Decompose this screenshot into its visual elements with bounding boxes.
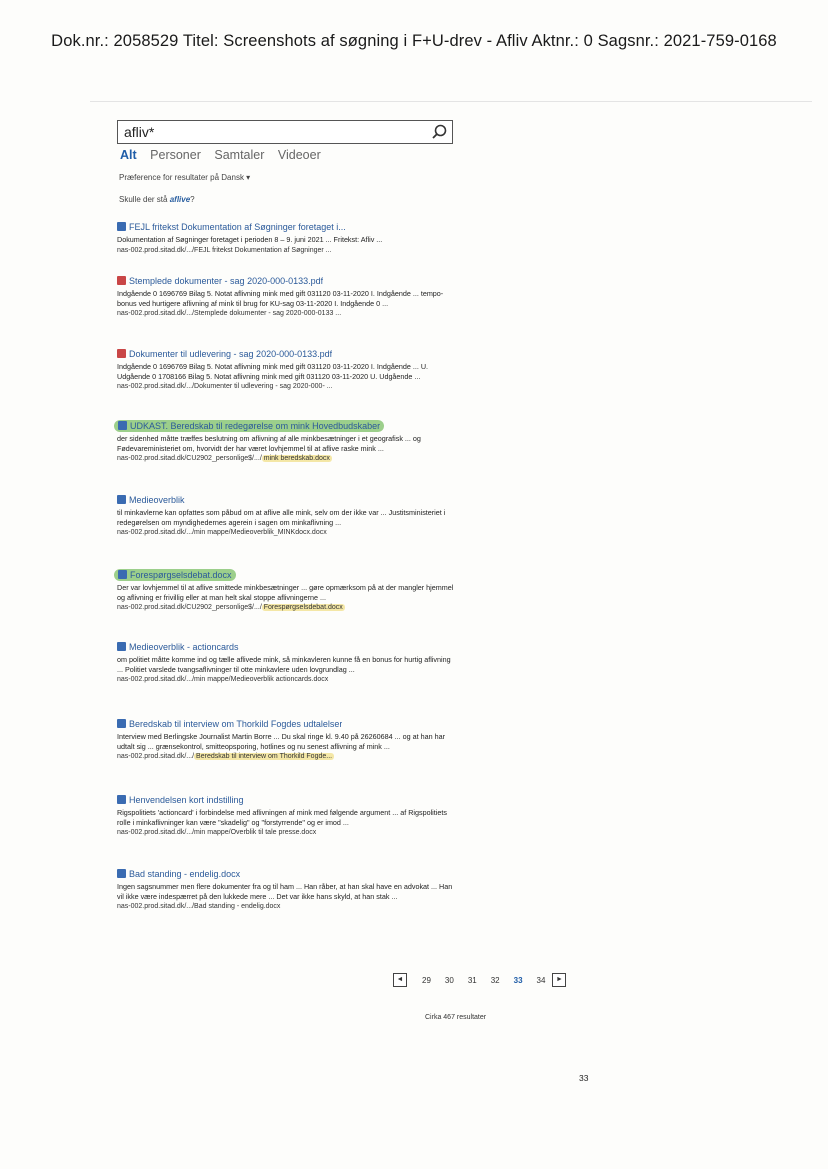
result-title-link[interactable] [117, 493, 457, 506]
result-item [117, 274, 457, 347]
result-snippet: om politiet måtte komme ind og tælle aflivede mink, så minkavleren kunne få en bonus for hurtig aflivning ... Politiet varslede tvangsaflivninger til otte minkavlere uden lovgrundlag ... [117, 655, 451, 674]
result-item [117, 867, 457, 927]
tab-videoer[interactable]: Videoer [277, 148, 321, 162]
result-item [117, 793, 457, 867]
result-url: nas-002.prod.sitad.dk/.../min mappe/Overblik til tale presse.docx [117, 829, 317, 836]
url-highlight: Beredskab til interview om Thorkild Fogde... [196, 753, 333, 760]
language-preference[interactable]: Præference for resultater på Dansk ▾ [119, 173, 251, 182]
tab-personer[interactable]: Personer [150, 148, 201, 162]
result-snippet: Interview med Berlingske Journalist Martin Borre ... Du skal ringe kl. 9.40 på 26260684 ... og at han har udtalt sig ... grænsekontrol, smitteopsporing, hotlines og nu senest aflivning af mink ... [117, 732, 446, 751]
result-title-link[interactable] [117, 717, 457, 730]
result-title: Beredskab til interview om Thorkild Fogdes udtalelser [129, 718, 343, 729]
next-page-button[interactable]: ► [552, 973, 566, 987]
result-url-prefix: nas-002.prod.sitad.dk/CU2902_personlige$/.../ [117, 604, 262, 611]
pdf-icon [117, 276, 126, 285]
result-snippet: Der var lovhjemmel til at aflive smittede minkbesætninger ... gøre opmærksom på at der mangler hjemmel og aflivning er frivillig eller at man helt skal stoppe aflivningerne ... [117, 583, 454, 602]
page-link-29[interactable]: 29 [422, 975, 431, 985]
word-doc-icon [117, 642, 126, 651]
result-snippet: Dokumentation af Søgninger foretaget i perioden 8 – 9. juni 2021 ... Fritekst: Afliv ... [117, 235, 383, 244]
result-item [117, 220, 457, 274]
word-doc-icon [117, 719, 126, 728]
result-snippet: Indgående 0 1696769 Bilag 5. Notat aflivning mink med gift 031120 03-11-2020 I. Indgående ... tempo-bonus ved hurtigere aflivning af mink til brug for KU-sag 03-11-2020 I. Indgående 0 ... [117, 289, 444, 308]
page-link-31[interactable]: 31 [467, 975, 477, 985]
search-results [117, 220, 457, 927]
result-url-prefix: nas-002.prod.sitad.dk/CU2902_personlige$/.../ [117, 455, 262, 462]
page-link-34[interactable]: 34 [536, 975, 546, 985]
page-link-30[interactable]: 30 [444, 975, 454, 985]
word-doc-icon [117, 495, 126, 504]
title-highlight [114, 569, 236, 581]
search-icon[interactable] [430, 123, 448, 141]
search-query: afliv* [124, 124, 155, 140]
result-snippet: Indgående 0 1696769 Bilag 5. Notat aflivning mink med gift 031120 03-11-2020 I. Indgående ... U. Udgående 0 1708166 Bilag 5. Notat aflivning mink med gift 031120 03-11-2020 U. Udgående ... [117, 362, 429, 381]
result-snippet: Ingen sagsnummer men flere dokumenter fra og til ham ... Han råber, at han skal have en advokat ... Han vil ikke være indespærret på den lukkede mere ... Det var ikke hans skyld, at han stak ... [117, 882, 453, 901]
result-title: Henvendelsen kort indstilling [129, 794, 244, 805]
page-number: 33 [579, 1073, 589, 1083]
url-highlight: mink beredskab.docx [263, 455, 330, 462]
result-title-link[interactable] [117, 793, 457, 806]
result-snippet: Rigspolitiets 'actioncard' i forbindelse med aflivningen af mink med følgende argument ... af Rigspolitiets rolle i minkaflivninger kan være "skadelig" og "forstyrrende" og er imod ... [117, 808, 447, 827]
result-title-link[interactable] [117, 867, 457, 880]
result-title-link[interactable] [117, 640, 457, 653]
suggestion-term-link[interactable]: aflive [169, 195, 191, 204]
suggestion-suffix: ? [190, 195, 195, 204]
result-url: nas-002.prod.sitad.dk/.../Stemplede dokumenter - sag 2020-000-0133 ... [117, 310, 342, 317]
search-tabs [120, 148, 331, 162]
result-url: nas-002.prod.sitad.dk/.../min mappe/Medieoverblik actioncards.docx [117, 676, 329, 683]
result-title-link[interactable] [117, 347, 457, 360]
result-url: nas-002.prod.sitad.dk/.../FEJL fritekst Dokumentation af Søgninger ... [117, 246, 332, 254]
result-title: Bad standing - endelig.docx [129, 868, 241, 879]
word-doc-icon [117, 222, 126, 231]
suggestion-prefix: Skulle der stå [119, 195, 170, 204]
word-doc-icon [118, 421, 127, 430]
result-title: Dokumenter til udlevering - sag 2020-000-0133.pdf [129, 348, 333, 359]
result-url: nas-002.prod.sitad.dk/.../Dokumenter til udlevering - sag 2020-000- ... [117, 383, 333, 390]
pagination [393, 973, 566, 987]
result-title: Stemplede dokumenter - sag 2020-000-0133.pdf [129, 275, 324, 286]
result-title: Medieoverblik [129, 494, 185, 505]
result-snippet: til minkavlerne kan opfattes som påbud om at aflive alle mink, selv om der ikke var ... Justitsministeriet i redegørelsen om myndighedernes agerein i sagen om minkaflivning ... [117, 508, 446, 527]
result-title-link[interactable] [117, 274, 457, 287]
result-title-link[interactable] [117, 568, 457, 581]
result-title: UDKAST. Beredskab til redegørelse om mink Hovedbudskaber [130, 420, 381, 431]
search-input[interactable] [117, 120, 453, 144]
result-url [117, 753, 457, 760]
title-highlight [114, 420, 384, 432]
result-item [117, 493, 457, 568]
pdf-icon [117, 349, 126, 358]
page-link-33-current: 33 [513, 975, 523, 985]
word-doc-icon [117, 795, 126, 804]
result-item [117, 419, 457, 493]
result-url: nas-002.prod.sitad.dk/.../Bad standing - endelig.docx [117, 903, 281, 910]
word-doc-icon [117, 869, 126, 878]
document-header: Dok.nr.: 2058529 Titel: Screenshots af søgning i F+U-drev - Afliv Aktnr.: 0 Sagsnr.: 2021-759-0168 [51, 32, 777, 50]
result-count: Cirka 467 resultater [425, 1014, 487, 1021]
spelling-suggestion [119, 195, 195, 204]
result-item [117, 717, 457, 793]
url-highlight: Forespørgselsdebat.docx [263, 604, 343, 611]
result-url [117, 455, 457, 462]
result-url [117, 604, 457, 611]
tab-alt[interactable]: Alt [120, 148, 137, 162]
result-title-link[interactable] [117, 220, 457, 233]
result-item [117, 347, 457, 419]
result-title: Forespørgselsdebat.docx [130, 569, 232, 580]
result-item [117, 640, 457, 717]
result-title: FEJL fritekst Dokumentation af Søgninger foretaget i... [129, 221, 346, 232]
result-url-prefix: nas-002.prod.sitad.dk/.../ [117, 753, 195, 760]
result-url: nas-002.prod.sitad.dk/.../min mappe/Medieoverblik_MINKdocx.docx [117, 529, 327, 536]
page-link-32[interactable]: 32 [490, 975, 500, 985]
result-snippet: der sidenhed måtte træffes beslutning om aflivning af alle minkbesætninger i et geografisk ... og Fødevareministeriet om, hvorvidt der har været lovhjemmel til at aflive raske mink ... [117, 434, 421, 453]
header-divider [90, 101, 812, 102]
result-title: Medieoverblik - actioncards [129, 641, 239, 652]
word-doc-icon [118, 570, 127, 579]
result-title-link[interactable] [117, 419, 457, 432]
prev-page-button[interactable]: ◄ [393, 973, 407, 987]
result-item [117, 568, 457, 640]
tab-samtaler[interactable]: Samtaler [214, 148, 265, 162]
